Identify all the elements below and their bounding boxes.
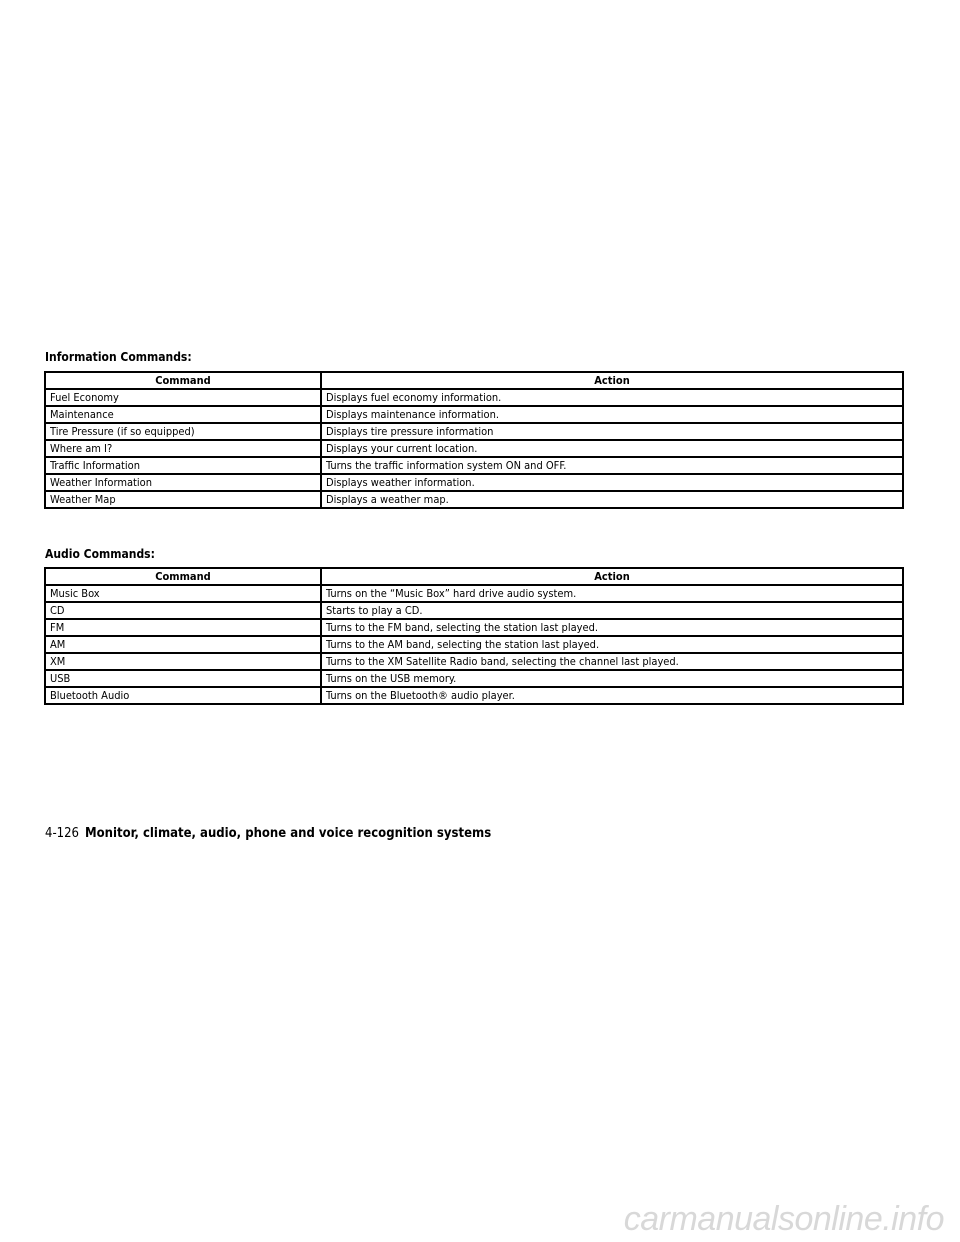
command-cell: USB	[45, 670, 321, 687]
command-cell: Weather Information	[45, 474, 321, 491]
command-cell: Where am I?	[45, 440, 321, 457]
action-cell: Displays fuel economy information.	[321, 389, 903, 406]
table-row	[45, 670, 903, 687]
information-commands-title: Information Commands:	[45, 350, 192, 364]
action-cell: Turns on the “Music Box” hard drive audio system.	[321, 585, 903, 602]
information-commands-table	[44, 371, 904, 509]
table-row	[45, 687, 903, 704]
command-cell: Traffic Information	[45, 457, 321, 474]
page-number: 4-126	[45, 826, 79, 841]
table-row	[45, 406, 903, 423]
action-cell: Displays maintenance information.	[321, 406, 903, 423]
site-watermark: carmanualsonline.info	[623, 1200, 944, 1238]
audio-commands-title: Audio Commands:	[45, 547, 155, 561]
command-cell: Maintenance	[45, 406, 321, 423]
command-cell: Music Box	[45, 585, 321, 602]
audio-commands-table	[44, 567, 904, 705]
action-cell: Turns on the Bluetooth® audio player.	[321, 687, 903, 704]
table-row	[45, 457, 903, 474]
action-cell: Turns to the FM band, selecting the station last played.	[321, 619, 903, 636]
table-header-row	[45, 568, 903, 585]
chapter-title: Monitor, climate, audio, phone and voice recognition systems	[84, 826, 492, 841]
command-cell: XM	[45, 653, 321, 670]
action-cell: Displays a weather map.	[321, 491, 903, 508]
action-cell: Turns on the USB memory.	[321, 670, 903, 687]
table-row	[45, 474, 903, 491]
command-column-header: Command	[45, 372, 321, 389]
table-row	[45, 653, 903, 670]
table-row	[45, 440, 903, 457]
command-cell: FM	[45, 619, 321, 636]
table-row	[45, 636, 903, 653]
action-cell: Starts to play a CD.	[321, 602, 903, 619]
action-cell: Turns to the XM Satellite Radio band, selecting the channel last played.	[321, 653, 903, 670]
command-cell: Fuel Economy	[45, 389, 321, 406]
command-cell: CD	[45, 602, 321, 619]
table-row	[45, 491, 903, 508]
command-cell: Tire Pressure (if so equipped)	[45, 423, 321, 440]
command-cell: Weather Map	[45, 491, 321, 508]
action-column-header: Action	[321, 568, 903, 585]
table-row	[45, 585, 903, 602]
action-cell: Turns the traffic information system ON and OFF.	[321, 457, 903, 474]
table-row	[45, 619, 903, 636]
page-footer	[45, 826, 491, 842]
action-cell: Displays your current location.	[321, 440, 903, 457]
action-cell: Displays tire pressure information	[321, 423, 903, 440]
table-row	[45, 602, 903, 619]
table-row	[45, 423, 903, 440]
action-cell: Turns to the AM band, selecting the station last played.	[321, 636, 903, 653]
table-header-row	[45, 372, 903, 389]
action-column-header: Action	[321, 372, 903, 389]
command-cell: AM	[45, 636, 321, 653]
command-cell: Bluetooth Audio	[45, 687, 321, 704]
command-column-header: Command	[45, 568, 321, 585]
action-cell: Displays weather information.	[321, 474, 903, 491]
table-row	[45, 389, 903, 406]
